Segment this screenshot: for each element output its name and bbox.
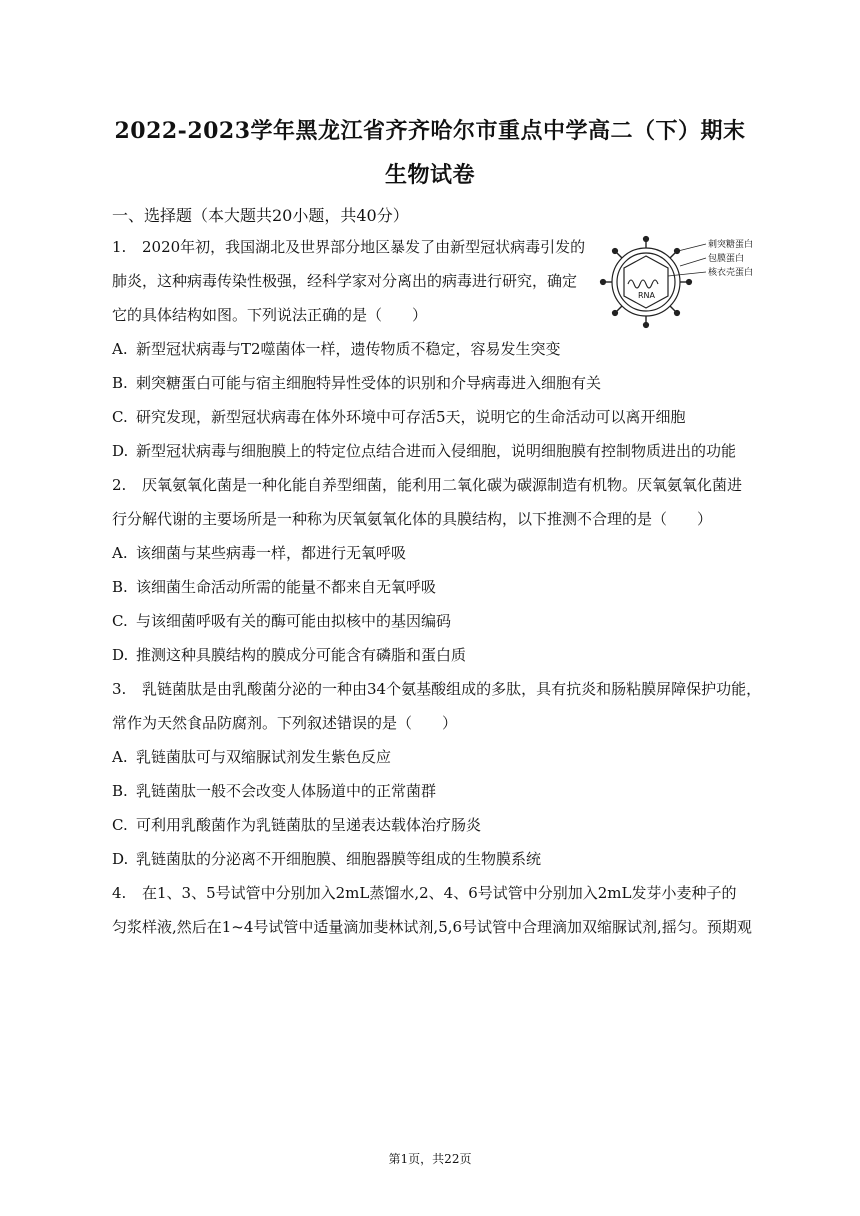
question-4-line-1: 4. 在1、3、5号试管中分别加入2mL蒸馏水,2、4、6号试管中分别加入2mL发芽小麦种子的	[112, 884, 737, 902]
label-envelope-protein: 包膜蛋白	[708, 254, 745, 264]
section-heading: 一、选择题（本大题共20小题，共40分）	[112, 206, 409, 225]
option-3c: C. 可利用乳酸菌作为乳链菌肽的呈递表达载体治疗肠炎	[112, 816, 482, 834]
virus-structure-figure	[598, 234, 756, 330]
option-2c: C. 与该细菌呼吸有关的酶可能由拟核中的基因编码	[112, 612, 452, 630]
label-nucleocapsid-protein: 核衣壳蛋白	[708, 268, 754, 278]
option-2b: B. 该细菌生命活动所需的能量不都来自无氧呼吸	[112, 578, 437, 596]
page-subtitle: 生物试卷	[384, 162, 475, 188]
option-1d: D. 新型冠状病毒与细胞膜上的特定位点结合进而入侵细胞，说明细胞膜有控制物质进出的功能	[112, 442, 737, 460]
question-1-line-1: 1. 2020年初，我国湖北及世界部分地区暴发了由新型冠状病毒引发的	[112, 238, 586, 256]
option-2a: A. 该细菌与某些病毒一样，都进行无氧呼吸	[112, 544, 407, 562]
option-1c: C. 研究发现，新型冠状病毒在体外环境中可存活5天，说明它的生命活动可以离开细胞	[112, 408, 686, 426]
label-spike-glycoprotein: 刺突糖蛋白	[708, 240, 754, 250]
question-1-line-2: 肺炎，这种病毒传染性极强，经科学家对分离出的病毒进行研究，确定	[112, 272, 578, 290]
question-number: 4.	[112, 884, 127, 902]
option-1a: A. 新型冠状病毒与T2噬菌体一样，遗传物质不稳定，容易发生突变	[112, 340, 561, 358]
question-2-line-2: 行分解代谢的主要场所是一种称为厌氧氨氧化体的具膜结构，以下推测不合理的是（ ）	[112, 510, 713, 528]
option-2d: D. 推测这种具膜结构的膜成分可能含有磷脂和蛋白质	[112, 646, 467, 664]
label-rna: RNA	[638, 291, 656, 300]
question-1-line-3: 它的具体结构如图。下列说法正确的是（ ）	[112, 306, 428, 324]
question-3-line-2: 常作为天然食品防腐剂。下列叙述错误的是（ ）	[112, 714, 458, 732]
question-number: 3.	[112, 680, 127, 698]
question-number: 1.	[112, 238, 127, 256]
question-4-line-2: 匀浆样液,然后在1~4号试管中适量滴加斐林试剂,5,6号试管中合理滴加双缩脲试剂,摇匀。预期观	[112, 918, 752, 936]
page-title: 2022-2023学年黑龙江省齐齐哈尔市重点中学高二（下）期末	[114, 118, 746, 144]
option-1b: B. 刺突糖蛋白可能与宿主细胞特异性受体的识别和介导病毒进入细胞有关	[112, 374, 602, 392]
option-3d: D. 乳链菌肽的分泌离不开细胞膜、细胞器膜等组成的生物膜系统	[112, 850, 542, 868]
question-number: 2.	[112, 476, 127, 494]
question-2-line-1: 2. 厌氧氨氧化菌是一种化能自养型细菌，能利用二氧化碳为碳源制造有机物。厌氧氨氧化菌进	[112, 476, 743, 494]
option-3a: A. 乳链菌肽可与双缩脲试剂发生紫色反应	[112, 748, 392, 766]
question-3-line-1: 3. 乳链菌肽是由乳酸菌分泌的一种由34个氨基酸组成的多肽，具有抗炎和肠粘膜屏障保护功能，	[112, 680, 762, 698]
page-footer: 第1页，共22页	[388, 1152, 472, 1166]
option-3b: B. 乳链菌肽一般不会改变人体肠道中的正常菌群	[112, 782, 437, 800]
